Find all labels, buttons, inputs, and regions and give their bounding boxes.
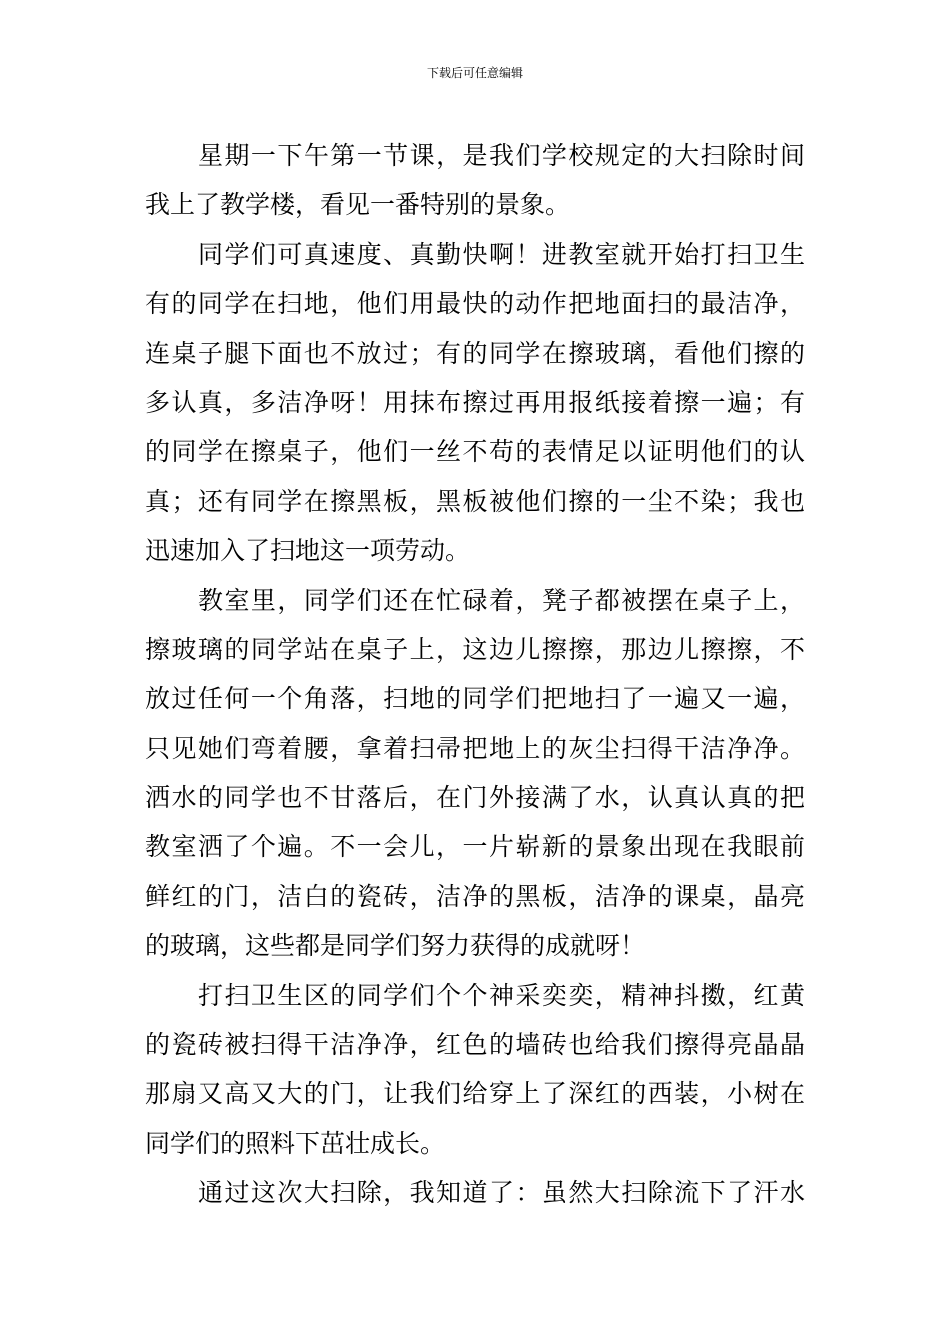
- text-line: 只见她们弯着腰，拿着扫帚把地上的灰尘扫得干洁净净。: [145, 733, 805, 763]
- text-line: 的玻璃，这些都是同学们努力获得的成就呀！: [145, 931, 646, 961]
- text-line: 连桌子腿下面也不放过；有的同学在擦玻璃，看他们擦的: [145, 338, 805, 368]
- text-line: 通过这次大扫除，我知道了：虽然大扫除流下了汗水: [198, 1178, 805, 1208]
- text-line: 的同学在擦桌子，他们一丝不苟的表情足以证明他们的认: [145, 437, 805, 467]
- text-line: 擦玻璃的同学站在桌子上，这边儿擦擦，那边儿擦擦，不: [145, 634, 805, 664]
- text-line: 的瓷砖被扫得干洁净净，红色的墙砖也给我们擦得亮晶晶: [145, 1030, 805, 1060]
- text-line: 鲜红的门，洁白的瓷砖，洁净的黑板，洁净的课桌，晶亮: [145, 881, 805, 911]
- text-line: 教室里，同学们还在忙碌着，凳子都被摆在桌子上，: [198, 585, 805, 615]
- text-line: 同学们的照料下茁壮成长。: [145, 1128, 446, 1158]
- text-line: 多认真，多洁净呀！用抹布擦过再用报纸接着擦一遍；有: [145, 387, 805, 417]
- text-line: 真；还有同学在擦黑板，黑板被他们擦的一尘不染；我也: [145, 486, 805, 516]
- text-line: 放过任何一个角落，扫地的同学们把地扫了一遍又一遍，: [145, 684, 805, 714]
- page-header-note: 下载后可任意编辑: [426, 66, 523, 80]
- document-body: [145, 131, 805, 1218]
- text-line: 打扫卫生区的同学们个个神采奕奕，精神抖擞，红黄: [198, 980, 805, 1010]
- text-line: 迅速加入了扫地这一项劳动。: [145, 536, 471, 566]
- text-line: 我上了教学楼，看见一番特别的景象。: [145, 190, 571, 220]
- text-line: 同学们可真速度、真勤快啊！进教室就开始打扫卫生: [198, 239, 805, 269]
- text-line: 洒水的同学也不甘落后，在门外接满了水，认真认真的把: [145, 783, 805, 813]
- text-line: 教室洒了个遍。不一会儿，一片崭新的景象出现在我眼前: [145, 832, 805, 862]
- text-line: 有的同学在扫地，他们用最快的动作把地面扫的最洁净，: [145, 289, 805, 319]
- text-line: 那扇又高又大的门，让我们给穿上了深红的西装，小树在: [145, 1079, 805, 1109]
- text-line: 星期一下午第一节课，是我们学校规定的大扫除时间: [198, 141, 805, 170]
